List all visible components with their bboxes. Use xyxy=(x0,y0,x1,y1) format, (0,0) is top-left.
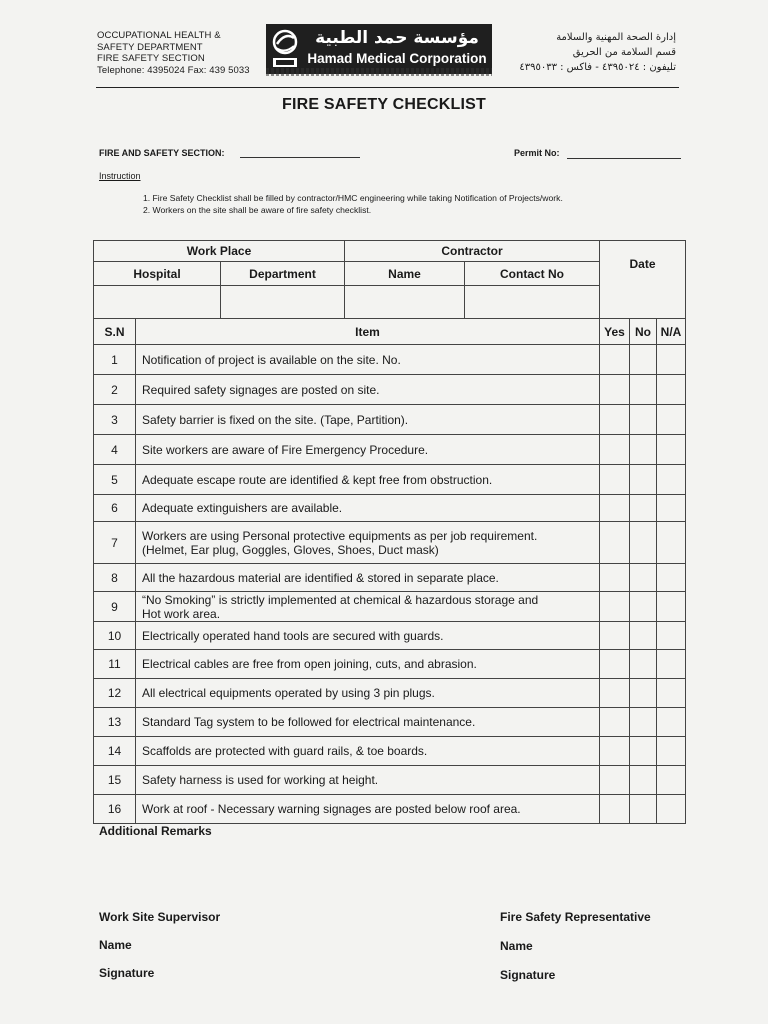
instruction-heading: Instruction xyxy=(99,171,141,181)
checklist-row xyxy=(94,766,686,795)
row-item xyxy=(136,465,600,495)
row-item xyxy=(136,375,600,405)
project-info-table xyxy=(93,240,686,319)
row-no-cell[interactable] xyxy=(630,465,657,495)
row-item xyxy=(136,405,600,435)
na-header: N/A xyxy=(657,319,686,345)
row-item-line: All the hazardous material are identified & stored in separate place. xyxy=(142,570,499,585)
row-item-line: Required safety signages are posted on site. xyxy=(142,382,380,397)
row-no-cell[interactable] xyxy=(630,795,657,824)
row-sn: 2 xyxy=(94,375,136,405)
row-item-line: (Helmet, Ear plug, Goggles, Gloves, Shoes, Duct mask) xyxy=(142,542,439,557)
hospital-header: Hospital xyxy=(94,262,221,286)
row-na-cell[interactable] xyxy=(657,495,686,522)
row-yes-cell[interactable] xyxy=(600,345,630,375)
row-no-cell[interactable] xyxy=(630,522,657,564)
checklist-row xyxy=(94,435,686,465)
supervisor-signature-label: Signature xyxy=(99,966,155,980)
hospital-cell[interactable] xyxy=(94,286,221,319)
row-na-cell[interactable] xyxy=(657,435,686,465)
row-item-line: Adequate escape route are identified & kept free from obstruction. xyxy=(142,472,493,487)
contractor-name-cell[interactable] xyxy=(345,286,465,319)
letterhead-line: OCCUPATIONAL HEALTH & xyxy=(97,30,221,41)
contact-no-cell[interactable] xyxy=(465,286,600,319)
row-item-line: Notification of project is available on the site. No. xyxy=(142,352,401,367)
row-na-cell[interactable] xyxy=(657,465,686,495)
row-item xyxy=(136,592,600,622)
checklist-row xyxy=(94,622,686,650)
checklist-row xyxy=(94,708,686,737)
row-item xyxy=(136,679,600,708)
row-sn: 3 xyxy=(94,405,136,435)
checklist-row xyxy=(94,679,686,708)
supervisor-title: Work Site Supervisor xyxy=(99,910,221,924)
row-yes-cell[interactable] xyxy=(600,650,630,679)
row-no-cell[interactable] xyxy=(630,345,657,375)
row-sn: 7 xyxy=(94,522,136,564)
row-item xyxy=(136,622,600,650)
row-sn: 12 xyxy=(94,679,136,708)
row-yes-cell[interactable] xyxy=(600,708,630,737)
checklist-row xyxy=(94,345,686,375)
checklist-row xyxy=(94,737,686,766)
letterhead-arabic xyxy=(519,30,676,75)
letterhead-english xyxy=(97,30,250,76)
sn-header: S.N xyxy=(94,319,136,345)
checklist-row xyxy=(94,405,686,435)
letterhead-line: SAFETY DEPARTMENT xyxy=(97,41,203,53)
row-item xyxy=(136,564,600,592)
row-no-cell[interactable] xyxy=(630,737,657,766)
supervisor-name-label: Name xyxy=(99,938,132,952)
row-item xyxy=(136,708,600,737)
representative-title: Fire Safety Representative xyxy=(500,910,651,924)
letterhead-line: FIRE SAFETY SECTION xyxy=(97,53,205,64)
additional-remarks-label: Additional Remarks xyxy=(99,824,212,838)
letterhead-arabic-line: إدارة الصحة المهنية والسلامة xyxy=(556,32,676,43)
row-item xyxy=(136,795,600,824)
logo-arabic-text: مؤسسة حمد الطبية xyxy=(315,28,479,48)
section-input-line[interactable] xyxy=(240,157,360,158)
row-yes-cell[interactable] xyxy=(600,405,630,435)
logo-underline-strip xyxy=(266,68,492,76)
contact-no-header: Contact No xyxy=(465,262,600,286)
row-no-cell[interactable] xyxy=(630,650,657,679)
row-yes-cell[interactable] xyxy=(600,564,630,592)
row-item-line: Site workers are aware of Fire Emergency Procedure. xyxy=(142,442,429,457)
row-item-line: All electrical equipments operated by using 3 pin plugs. xyxy=(142,686,435,700)
row-sn: 13 xyxy=(94,708,136,737)
row-sn: 10 xyxy=(94,622,136,650)
row-na-cell[interactable] xyxy=(657,679,686,708)
row-no-cell[interactable] xyxy=(630,564,657,592)
letterhead-arabic-line: تليفون : ٤٣٩٥٠٢٤ - فاكس : ٤٣٩٥٠٣٣ xyxy=(519,62,676,73)
row-no-cell[interactable] xyxy=(630,495,657,522)
row-item-line: “No Smoking” is strictly implemented at chemical & hazardous storage and xyxy=(142,592,539,607)
row-yes-cell[interactable] xyxy=(600,465,630,495)
row-na-cell[interactable] xyxy=(657,766,686,795)
row-item-line: Electrically operated hand tools are secured with guards. xyxy=(142,628,444,643)
row-na-cell[interactable] xyxy=(657,737,686,766)
row-item xyxy=(136,766,600,795)
row-na-cell[interactable] xyxy=(657,795,686,824)
row-sn: 9 xyxy=(94,592,136,622)
checklist-row xyxy=(94,495,686,522)
representative-name-label: Name xyxy=(500,939,533,953)
row-sn: 5 xyxy=(94,465,136,495)
row-item-line: Work at roof - Necessary warning signages are posted below roof area. xyxy=(142,802,521,816)
row-sn: 6 xyxy=(94,495,136,522)
row-sn: 4 xyxy=(94,435,136,465)
row-item xyxy=(136,495,600,522)
row-yes-cell[interactable] xyxy=(600,592,630,622)
permit-label: Permit No: xyxy=(514,148,560,158)
instruction-item: 2. Workers on the site shall be aware of fire safety checklist. xyxy=(143,205,372,215)
row-sn: 1 xyxy=(94,345,136,375)
checklist-row xyxy=(94,592,686,622)
row-sn: 16 xyxy=(94,795,136,824)
row-yes-cell[interactable] xyxy=(600,375,630,405)
row-item xyxy=(136,737,600,766)
representative-signature-label: Signature xyxy=(500,968,556,982)
contractor-header: Contractor xyxy=(345,241,600,262)
no-header: No xyxy=(630,319,657,345)
row-item-line: Scaffolds are protected with guard rails, & toe boards. xyxy=(142,744,428,758)
letterhead-line: Telephone: 4395024 Fax: 439 5033 xyxy=(97,64,250,76)
row-yes-cell[interactable] xyxy=(600,495,630,522)
row-item-line: Electrical cables are free from open joining, cuts, and abrasion. xyxy=(142,657,477,671)
row-yes-cell[interactable] xyxy=(600,737,630,766)
row-no-cell[interactable] xyxy=(630,708,657,737)
row-sn: 15 xyxy=(94,766,136,795)
hmc-emblem-icon xyxy=(270,28,300,70)
checklist-row xyxy=(94,522,686,564)
permit-input-line[interactable] xyxy=(567,158,681,159)
row-item xyxy=(136,435,600,465)
row-yes-cell[interactable] xyxy=(600,679,630,708)
row-no-cell[interactable] xyxy=(630,766,657,795)
checklist-row xyxy=(94,375,686,405)
instruction-item: 1. Fire Safety Checklist shall be filled by contractor/HMC engineering while taking Notification of Projects/work. xyxy=(143,193,563,203)
checklist-table xyxy=(93,318,686,824)
row-na-cell[interactable] xyxy=(657,592,686,622)
row-na-cell[interactable] xyxy=(657,708,686,737)
department-header: Department xyxy=(221,262,345,286)
work-place-header: Work Place xyxy=(94,241,345,262)
row-na-cell[interactable] xyxy=(657,345,686,375)
row-na-cell[interactable] xyxy=(657,375,686,405)
row-no-cell[interactable] xyxy=(630,375,657,405)
logo-english-text: Hamad Medical Corporation xyxy=(307,51,487,66)
row-item xyxy=(136,650,600,679)
row-na-cell[interactable] xyxy=(657,564,686,592)
section-label: FIRE AND SAFETY SECTION: xyxy=(99,148,225,158)
row-item-line: Workers are using Personal protective equipments as per job requirement. xyxy=(142,528,538,543)
row-sn: 8 xyxy=(94,564,136,592)
row-na-cell[interactable] xyxy=(657,522,686,564)
row-item-line: Adequate extinguishers are available. xyxy=(142,501,343,515)
row-no-cell[interactable] xyxy=(630,435,657,465)
row-item xyxy=(136,522,600,564)
row-na-cell[interactable] xyxy=(657,650,686,679)
letterhead-arabic-line: قسم السلامة من الحريق xyxy=(572,47,676,58)
row-item xyxy=(136,345,600,375)
row-no-cell[interactable] xyxy=(630,592,657,622)
row-no-cell[interactable] xyxy=(630,679,657,708)
checklist-row xyxy=(94,465,686,495)
row-yes-cell[interactable] xyxy=(600,435,630,465)
checklist-row xyxy=(94,564,686,592)
department-cell[interactable] xyxy=(221,286,345,319)
row-sn: 14 xyxy=(94,737,136,766)
row-sn: 11 xyxy=(94,650,136,679)
row-na-cell[interactable] xyxy=(657,405,686,435)
yes-header: Yes xyxy=(600,319,630,345)
row-item-line: Safety barrier is fixed on the site. (Tape, Partition). xyxy=(142,412,409,427)
row-item-line: Standard Tag system to be followed for electrical maintenance. xyxy=(142,715,476,729)
document-title: FIRE SAFETY CHECKLIST xyxy=(282,96,486,113)
contractor-name-header: Name xyxy=(345,262,465,286)
row-yes-cell[interactable] xyxy=(600,795,630,824)
item-header: Item xyxy=(136,319,600,345)
checklist-row xyxy=(94,795,686,824)
checklist-row xyxy=(94,650,686,679)
hmc-logo xyxy=(266,24,492,74)
row-na-cell[interactable] xyxy=(657,622,686,650)
row-no-cell[interactable] xyxy=(630,622,657,650)
date-header: Date xyxy=(600,241,686,319)
row-item-line: Hot work area. xyxy=(142,606,221,621)
row-yes-cell[interactable] xyxy=(600,522,630,564)
header-rule xyxy=(96,87,679,88)
row-no-cell[interactable] xyxy=(630,405,657,435)
row-item-line: Safety harness is used for working at height. xyxy=(142,773,379,787)
row-yes-cell[interactable] xyxy=(600,766,630,795)
row-yes-cell[interactable] xyxy=(600,622,630,650)
